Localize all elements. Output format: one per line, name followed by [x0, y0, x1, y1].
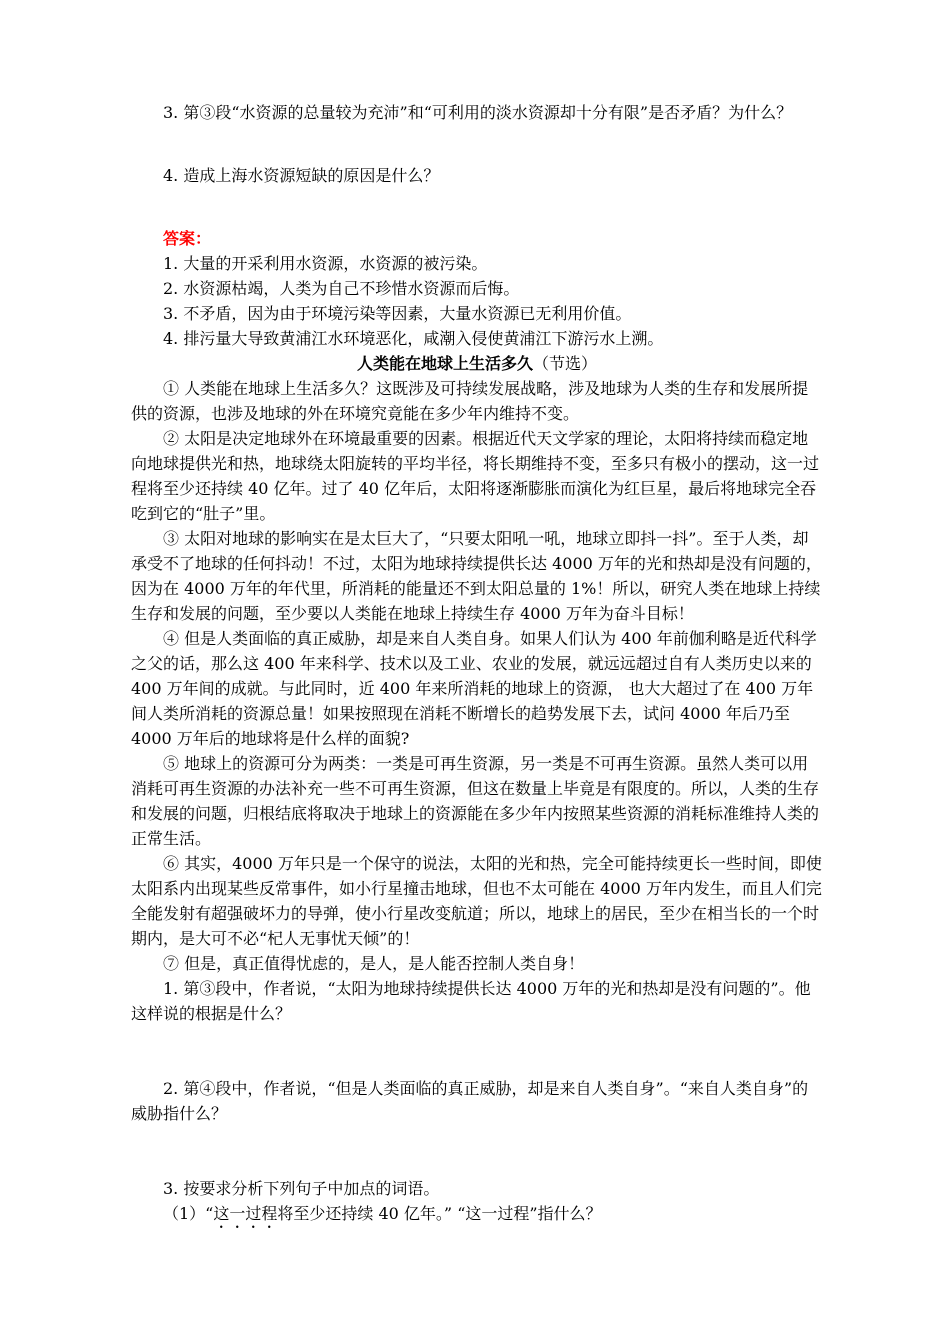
sub-question-1 [131, 1201, 823, 1232]
sub-question-rest: 将至少还持续 40 亿年。” “这一过程”指什么？ [277, 1204, 602, 1223]
sub-question-open: （1）“ [163, 1204, 214, 1223]
dotted-phrase: 这一过程 [213, 1204, 278, 1223]
article-subtitle: （节选） [533, 354, 598, 373]
article-title-text: 人类能在地球上生活多久 [356, 354, 533, 373]
question-top-3: 3. 第③段“水资源的总量较为充沛”和“可利用的淡水资源却十分有限”是否矛盾？为什么？ [163, 103, 793, 122]
article-paragraph-1: ① 人类能在地球上生活多久？这既涉及可持续发展战略，涉及地球为人类的生存和发展所提供的资源，也涉及地球的外在环境究竟能在多少年内维持不变。 [131, 379, 809, 423]
article-paragraph-2: ② 太阳是决定地球外在环境最重要的因素。根据近代天文学家的理论，太阳将持续而稳定地向地球提供光和热，地球绕太阳旋转的平均半径，将长期维持不变，至多只有极小的摆动，这一过程将至少还持续 40 亿年。过了 40 亿年后，太阳将逐渐膨胀而演化为红巨星，最后将地球完全吞吃到它的“肚子”里。 [131, 429, 820, 523]
article-paragraph-3: ③ 太阳对地球的影响实在是太巨大了，“只要太阳吼一吼，地球立即抖一抖”。至于人类，却承受不了地球的任何抖动！不过，太阳为地球持续提供长达 4000 万年的光和热却是没有问题的，因为在 4000 万年的年代里，所消耗的能量还不到太阳总量的 1%！所以，研究人类在地球上持续生存和发展的问题，至少要以人类能在地球上持续生存 4000 万年为奋斗目标！ [131, 529, 822, 623]
answer-label: 答案： [163, 229, 212, 248]
answer-item-4: 4. 排污量大导致黄浦江水环境恶化，咸潮入侵使黄浦江下游污水上溯。 [163, 329, 664, 348]
answer-item-2: 2. 水资源枯竭，人类为自己不珍惜水资源而后悔。 [163, 279, 520, 298]
article-paragraph-4: ④ 但是人类面临的真正威胁，却是来自人类自身。如果人们认为 400 年前伽利略是近代科学之父的话，那么这 400 年来科学、技术以及工业、农业的发展，就远远超过自有人类历史以来的 400 万年间的成就。与此同时，近 400 年来所消耗的地球上的资源， 也大大超过了在 400 万年间人类所消耗的资源总量！如果按照现在消耗不断增长的趋势发展下去，试问 4000 年后乃至 4000 万年后的地球将是什么样的面貌? [131, 629, 817, 748]
document-page [131, 100, 823, 1232]
article-paragraph-5: ⑤ 地球上的资源可分为两类：一类是可再生资源，另一类是不可再生资源。虽然人类可以用消耗可再生资源的办法补充一些不可再生资源，但这在数量上毕竟是有限度的。所以，人类的生存和发展的问题，归根结底将取决于地球上的资源能在多少年内按照某些资源的消耗标准维持人类的正常生活。 [131, 754, 820, 848]
question-3: 3. 按要求分析下列句子中加点的词语。 [163, 1179, 440, 1198]
answer-item-3: 3. 不矛盾，因为由于环境污染等因素，大量水资源已无利用价值。 [163, 304, 632, 323]
question-1: 1. 第③段中，作者说，“太阳为地球持续提供长达 4000 万年的光和热却是没有问题的”。他这样说的根据是什么？ [131, 979, 811, 1023]
article-title [131, 351, 823, 376]
question-2: 2. 第④段中，作者说，“但是人类面临的真正威胁，却是来自人类自身”。“来自人类自身”的威胁指什么？ [131, 1079, 809, 1123]
answer-item-1: 1. 大量的开采利用水资源，水资源的被污染。 [163, 254, 488, 273]
article-paragraph-6: ⑥ 其实，4000 万年只是一个保守的说法，太阳的光和热，完全可能持续更长一些时间，即使太阳系内出现某些反常事件，如小行星撞击地球，但也不太可能在 4000 万年内发生，而且人们完全能发射有超强破坏力的导弹，使小行星改变航道；所以，地球上的居民，至少在相当长的一个时期内，是大可不必“杞人无事忧天倾”的！ [131, 854, 822, 948]
question-top-4: 4. 造成上海水资源短缺的原因是什么？ [163, 166, 440, 185]
article-paragraph-7: ⑦ 但是，真正值得忧虑的，是人，是人能否控制人类自身！ [163, 954, 585, 973]
